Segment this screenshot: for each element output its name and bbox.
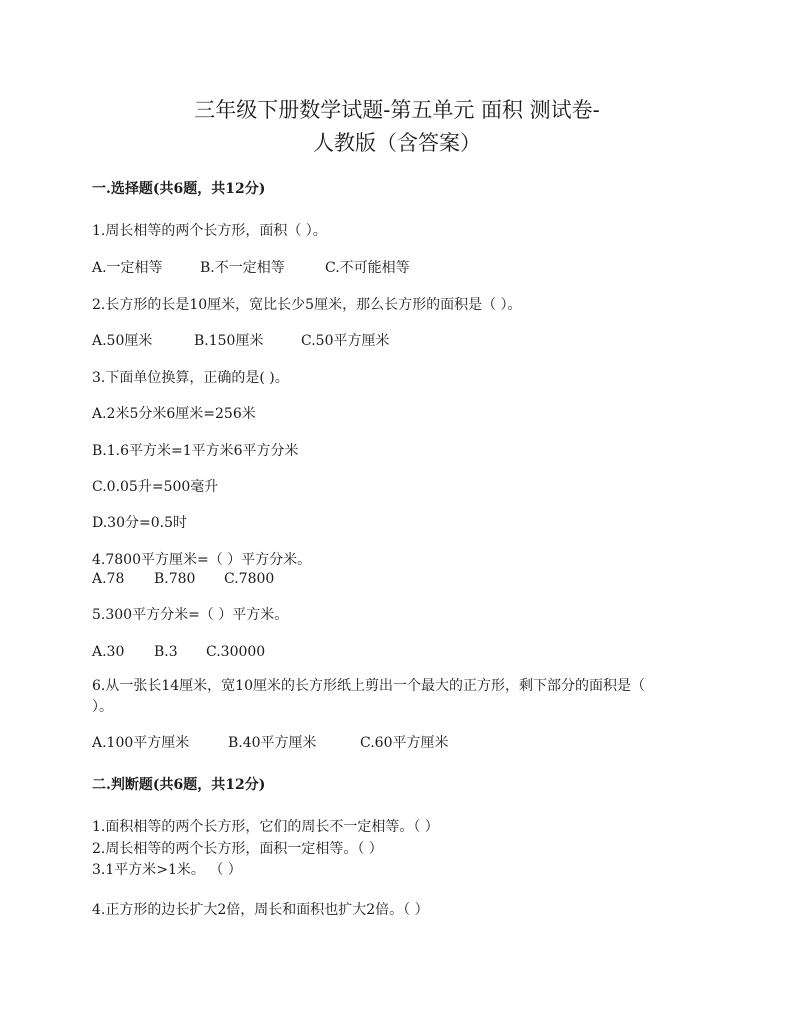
question-6-options xyxy=(92,734,448,752)
judgment-item-3: 3.1平方米>1米。 （ ） xyxy=(92,862,242,878)
option-b: B.40平方厘米 xyxy=(228,735,317,751)
judgment-item-4: 4.正方形的边长扩大2倍，周长和面积也扩大2倍。（ ） xyxy=(92,902,429,918)
question-1-options xyxy=(92,259,410,277)
option-a: A.50厘米 xyxy=(92,333,153,349)
question-3-option-c: C.0.05升=500毫升 xyxy=(92,479,219,495)
option-c: C.30000 xyxy=(206,644,266,660)
option-a: A.100平方厘米 xyxy=(92,735,190,751)
question-5-options xyxy=(92,643,265,661)
question-3-option-d: D.30分=0.5时 xyxy=(92,515,187,531)
section-heading-judgment: 二.判断题(共6题，共12分) xyxy=(92,777,266,793)
question-6-text: 6.从一张长14厘米，宽10厘米的长方形纸上剪出一个最大的正方形，剩下部分的面积是（ xyxy=(92,678,645,694)
section-heading-choice: 一.选择题(共6题，共12分) xyxy=(92,181,266,197)
option-a: A.一定相等 xyxy=(92,260,163,276)
option-a: A.78 xyxy=(92,571,125,587)
option-c: C.60平方厘米 xyxy=(360,735,449,751)
question-3-text: 3.下面单位换算，正确的是( )。 xyxy=(92,370,289,386)
question-2-options xyxy=(92,332,389,350)
page-title-line-1: 三年级下册数学试题-第五单元 面积 测试卷- xyxy=(194,98,600,122)
option-c: C.7800 xyxy=(224,571,275,587)
question-3-option-a: A.2米5分米6厘米=256米 xyxy=(92,406,256,422)
option-c: C.不可能相等 xyxy=(325,260,410,276)
option-a: A.30 xyxy=(92,644,125,660)
judgment-item-2: 2.周长相等的两个长方形，面积一定相等。（ ） xyxy=(92,841,383,857)
option-c: C.50平方厘米 xyxy=(301,333,390,349)
question-3-option-b: B.1.6平方米=1平方米6平方分米 xyxy=(92,443,299,459)
option-b: B.不一定相等 xyxy=(200,260,285,276)
question-6-text-continued: ）。 xyxy=(92,699,113,715)
question-4-text: 4.7800平方厘米=（ ）平方分米。 xyxy=(92,552,312,568)
page-title-line-2: 人教版（含答案） xyxy=(313,131,481,155)
question-1-text: 1.周长相等的两个长方形，面积（ ）。 xyxy=(92,223,327,239)
option-b: B.780 xyxy=(154,571,196,587)
option-b: B.3 xyxy=(154,644,178,660)
question-2-text: 2.长方形的长是10厘米，宽比长少5厘米，那么长方形的面积是（ ）。 xyxy=(92,297,522,313)
question-4-options xyxy=(92,570,274,588)
question-5-text: 5.300平方分米=（ ）平方米。 xyxy=(92,607,289,623)
option-b: B.150厘米 xyxy=(194,333,264,349)
judgment-item-1: 1.面积相等的两个长方形，它们的周长不一定相等。（ ） xyxy=(92,819,439,835)
